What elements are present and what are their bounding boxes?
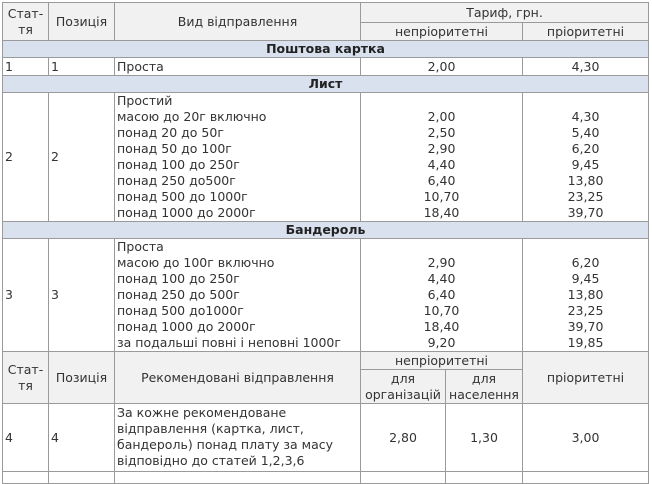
position-cell: 2 xyxy=(49,93,115,222)
section-title: Лист xyxy=(3,76,649,93)
nonpriority-cell: 2,00 xyxy=(361,58,523,76)
article-cell: 1 xyxy=(3,58,49,76)
article-cell: 3 xyxy=(3,239,49,352)
col-position-header: Позиція xyxy=(49,3,115,41)
type-cell: Простий масою до 20г включно понад 20 до 50г понад 50 до 100г понад 100 до 250г понад 250 до500г понад 500 до 1000г понад 1000 до 2000г xyxy=(115,93,361,222)
type-cell: Проста масою до 100г включно понад 100 до 250г понад 250 до 500г понад 500 до1000г понад 1000 до 2000г за подальші повні і неповні 1000г xyxy=(115,239,361,352)
nonpriority-cell: 2,90 4,40 6,40 10,70 18,40 9,20 xyxy=(361,239,523,352)
org-fee-cell: 2,80 xyxy=(361,404,446,472)
priority-cell: 6,20 9,45 13,80 23,25 39,70 19,85 xyxy=(523,239,649,352)
reg-col-position-header: Позиція xyxy=(49,352,115,404)
priority-cell: 4,30 5,40 6,20 9,45 13,80 23,25 39,70 xyxy=(523,93,649,222)
position-cell: 3 xyxy=(49,239,115,352)
reg-col-type-header: Рекомендовані відправлення xyxy=(115,352,361,404)
table-row xyxy=(3,239,649,352)
description-cell: За кожне рекомендоване відправлення (картка, лист, бандероль) понад плату за масу відповідно до статей 1,2,3,6 xyxy=(115,404,361,472)
table-row xyxy=(3,404,649,472)
col-article-header: Стат-тя xyxy=(3,3,49,41)
tariff-table xyxy=(2,2,649,484)
col-tariff-header: Тариф, грн. xyxy=(361,3,649,23)
col-type-header: Вид відправлення xyxy=(115,3,361,41)
col-priority-header: пріоритетні xyxy=(523,23,649,41)
section-title: Бандероль xyxy=(3,222,649,239)
section-title: Поштова картка xyxy=(3,41,649,58)
table-row xyxy=(3,58,649,76)
table-row xyxy=(3,93,649,222)
article-cell: 2 xyxy=(3,93,49,222)
reg-col-nonpriority-header: непріоритетні xyxy=(361,352,523,370)
nonpriority-cell: 2,00 2,50 2,90 4,40 6,40 10,70 18,40 xyxy=(361,93,523,222)
reg-col-priority-header: пріоритетні xyxy=(523,352,649,404)
position-cell: 4 xyxy=(49,404,115,472)
position-cell: 1 xyxy=(49,58,115,76)
priority-fee-cell: 3,00 xyxy=(523,404,649,472)
priority-cell: 4,30 xyxy=(523,58,649,76)
article-cell: 4 xyxy=(3,404,49,472)
type-cell: Проста xyxy=(115,58,361,76)
col-nonpriority-header: непріоритетні xyxy=(361,23,523,41)
reg-col-article-header: Стат-тя xyxy=(3,352,49,404)
pop-fee-cell: 1,30 xyxy=(446,404,523,472)
reg-col-pop-header: для населення xyxy=(446,370,523,404)
reg-col-org-header: для організацій xyxy=(361,370,446,404)
